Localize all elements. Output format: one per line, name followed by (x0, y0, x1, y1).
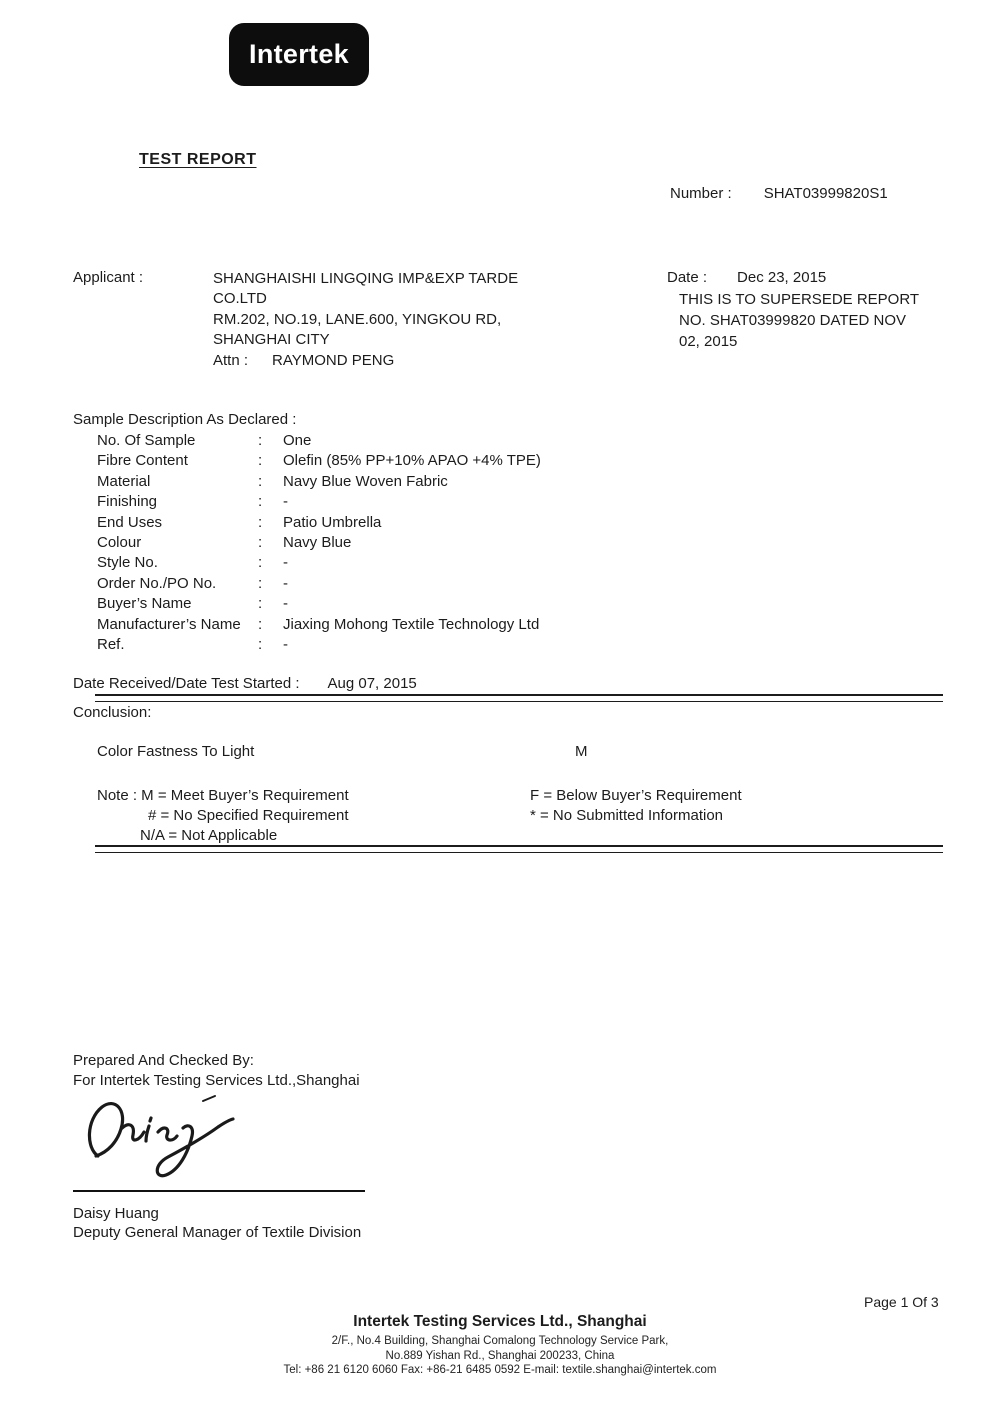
sample-row-value: Olefin (85% PP+10% APAO +4% TPE) (283, 452, 541, 470)
signer-name: Daisy Huang (73, 1205, 159, 1222)
legend-row (97, 826, 857, 846)
sample-row-label: Style No. (97, 554, 158, 572)
sample-row (97, 574, 541, 594)
report-title: TEST REPORT (139, 151, 257, 168)
sample-row-value: One (283, 432, 312, 449)
sample-row-separator: : (258, 513, 263, 531)
legend-right: F = Below Buyer’s Requirement (530, 787, 742, 804)
supersede-note (679, 289, 944, 352)
sample-row-label: Order No./PO No. (97, 574, 217, 592)
supersede-line: THIS IS TO SUPERSEDE REPORT (679, 291, 920, 308)
conclusion-heading: Conclusion: (73, 704, 152, 721)
sample-row (97, 431, 541, 451)
prepared-by-line: For Intertek Testing Services Ltd.,Shanghai (73, 1072, 360, 1089)
sample-row-value: Patio Umbrella (283, 513, 382, 531)
legend-right: * = No Submitted Information (530, 807, 724, 824)
sample-row-value: - (283, 574, 288, 592)
report-number-row (670, 185, 888, 202)
report-number-label: Number : (670, 185, 732, 202)
sample-row-label: Manufacturer’s Name (97, 615, 241, 633)
sample-row-separator: : (258, 554, 263, 572)
footer-company: Intertek Testing Services Ltd., Shanghai (353, 1313, 647, 1330)
applicant-line: CO.LTD (213, 290, 267, 308)
applicant-attn-line (213, 351, 518, 371)
sample-row-label: Finishing (97, 493, 158, 511)
prepared-by-line: Prepared And Checked By: (73, 1052, 254, 1069)
applicant-line: RM.202, NO.19, LANE.600, YINGKOU RD, (213, 310, 502, 328)
footer-contact: Tel: +86 21 6120 6060 Fax: +86-21 6485 0592 E-mail: textile.shanghai@intertek.com (283, 1364, 717, 1376)
sample-row-separator: : (258, 595, 263, 613)
sample-row-value: - (283, 595, 288, 613)
legend-row (97, 786, 857, 806)
sample-row-separator: : (258, 432, 263, 449)
sample-row-label: Ref. (97, 636, 125, 654)
test-result: M (575, 743, 588, 760)
signature-line (73, 1190, 365, 1192)
sample-row (97, 472, 541, 492)
intertek-logo (229, 23, 369, 86)
page-number: Page 1 Of 3 (864, 1294, 939, 1310)
sample-row-value: - (283, 636, 288, 654)
attn-value: RAYMOND PENG (272, 351, 395, 369)
applicant-address (213, 269, 518, 371)
date-received-label: Date Received/Date Test Started : (73, 675, 300, 692)
legend-left: Note : M = Meet Buyer’s Requirement (97, 787, 349, 804)
sample-row-value: - (283, 554, 288, 572)
footer-address-line: No.889 Yishan Rd., Shanghai 200233, China (385, 1349, 615, 1362)
sample-row-value: - (283, 493, 288, 511)
footer (0, 1313, 1000, 1378)
sample-row-label: Material (97, 472, 151, 490)
attn-label: Attn : (213, 351, 249, 369)
date-received-row (73, 675, 417, 692)
sample-row (97, 513, 541, 533)
sample-row-label: Colour (97, 534, 142, 552)
date-value: Dec 23, 2015 (737, 269, 827, 286)
sample-row-separator: : (258, 534, 263, 552)
sample-row-value: Jiaxing Mohong Textile Technology Ltd (283, 615, 540, 633)
sample-description-heading: Sample Description As Declared : (73, 411, 297, 428)
sample-row-label: No. Of Sample (97, 432, 196, 449)
sample-row (97, 492, 541, 512)
legend-row (97, 806, 857, 826)
legend-left: # = No Specified Requirement (148, 807, 349, 824)
sample-row-separator: : (258, 636, 263, 654)
applicant-line: SHANGHAI CITY (213, 331, 330, 349)
applicant-line: SHANGHAISHI LINGQING IMP&EXP TARDE (213, 270, 519, 287)
sample-row-label: Fibre Content (97, 452, 188, 470)
legend-left: N/A = Not Applicable (140, 827, 278, 844)
sample-row (97, 615, 541, 635)
signer-title: Deputy General Manager of Textile Division (73, 1224, 362, 1241)
supersede-line: NO. SHAT03999820 DATED NOV (679, 312, 907, 329)
sample-row (97, 594, 541, 614)
divider-double-line (95, 694, 943, 702)
daisy-signature (82, 1094, 247, 1189)
sample-row (97, 451, 541, 471)
applicant-label: Applicant : (73, 269, 144, 286)
report-date-row (667, 269, 826, 286)
result-legend (97, 786, 857, 846)
test-name: Color Fastness To Light (97, 743, 255, 760)
sample-row (97, 635, 541, 655)
sample-description-table (97, 431, 541, 655)
sample-row-value: Navy Blue (283, 534, 352, 552)
sample-row-separator: : (258, 493, 263, 511)
sample-row (97, 533, 541, 553)
prepared-by-block (73, 1051, 360, 1091)
sample-row-separator: : (258, 574, 263, 592)
sample-row-separator: : (258, 615, 263, 633)
intertek-logo-text: Intertek (249, 39, 349, 69)
sample-row-separator: : (258, 472, 263, 490)
date-received-value: Aug 07, 2015 (327, 675, 417, 692)
report-number-value: SHAT03999820S1 (763, 185, 888, 202)
sample-row-label: Buyer’s Name (97, 595, 192, 613)
sample-row (97, 553, 541, 573)
sample-row-separator: : (258, 452, 263, 470)
date-label: Date : (667, 269, 708, 286)
sample-row-value: Navy Blue Woven Fabric (283, 472, 448, 490)
sample-row-label: End Uses (97, 513, 163, 531)
divider-double-line (95, 845, 943, 853)
supersede-line: 02, 2015 (679, 333, 738, 350)
footer-address-line: 2/F., No.4 Building, Shanghai Comalong Technology Service Park, (331, 1335, 669, 1347)
